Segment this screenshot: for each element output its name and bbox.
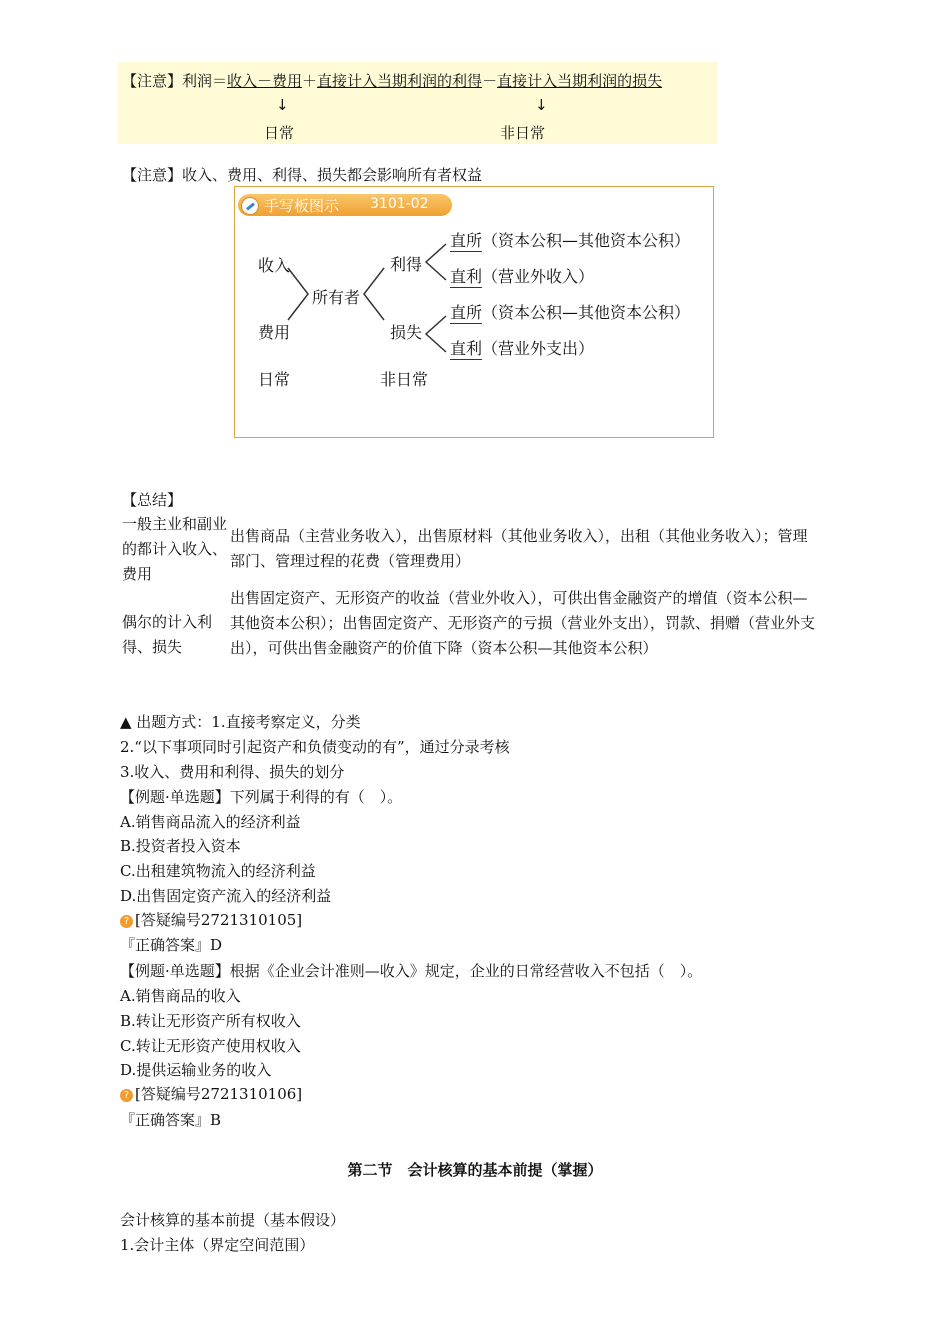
summary-row-left: 偶尔的计入利得、损失	[122, 613, 213, 656]
arrow-down-icon: ↓	[535, 96, 548, 114]
loss-item	[450, 336, 594, 359]
bracket-income-expense	[288, 268, 308, 320]
option-d: D.出售固定资产流入的经济利益	[120, 887, 332, 905]
formula-revenue-expense: 收入－费用	[227, 72, 303, 90]
arrow-down-icon: ↓	[276, 96, 289, 114]
formula-gain: 直接计入当期利润的利得	[317, 72, 483, 90]
option-a: A.销售商品流入的经济利益	[120, 813, 301, 831]
diagram-daily: 日常	[258, 370, 291, 389]
diagram-loss: 损失	[390, 323, 423, 342]
gain-item-detail: （资本公积—其他资本公积）	[482, 231, 691, 250]
bracket-loss-items	[426, 316, 446, 352]
correct-answer: 『正确答案』D	[120, 936, 223, 954]
non-daily-label: 非日常	[500, 124, 546, 142]
formula-prefix: 【注意】利润＝	[122, 72, 228, 90]
diagram-non-daily: 非日常	[380, 370, 429, 389]
help-circle-icon[interactable]: ?	[120, 1089, 133, 1102]
option-b: B.转让无形资产所有权收入	[120, 1012, 301, 1030]
summary-row-right: 出售固定资产、无形资产的收益（营业外收入），可供出售金融资产的增值（资本公积—其他资本公积）；出售固定资产、无形资产的亏损（营业外支出），罚款、捐赠（营业外支出），可供出售金融资产的价值下降（资本公积—其他资本公积）	[230, 589, 816, 657]
section-line: 会计核算的基本前提（基本假设）	[120, 1211, 346, 1229]
diagram-expense: 费用	[258, 323, 291, 342]
formula-minus: －	[482, 72, 498, 90]
help-circle-icon[interactable]: ?	[120, 915, 133, 928]
loss-item-detail: （营业外支出）	[482, 339, 595, 358]
note-equity: 【注意】收入、费用、利得、损失都会影响所有者权益	[122, 166, 483, 184]
gain-item-key: 直利	[450, 267, 483, 286]
exam-line: ▲ 出题方式：1.直接考察定义，分类	[120, 713, 361, 731]
section-heading: 第二节 会计核算的基本前提（掌握）	[347, 1161, 603, 1179]
diagram-gain: 利得	[390, 255, 423, 274]
option-c: C.出租建筑物流入的经济利益	[120, 862, 316, 880]
profit-formula	[122, 70, 662, 91]
section-line: 1.会计主体（界定空间范围）	[120, 1236, 315, 1254]
gain-item	[450, 264, 594, 287]
formula-plus: ＋	[302, 72, 318, 90]
answer-ref[interactable]	[120, 908, 302, 932]
exam-line: 2.“以下事项同时引起资产和负债变动的有”，通过分录考核	[120, 738, 510, 756]
summary-row-left: 一般主业和副业的都计入收入、费用	[122, 515, 228, 583]
option-d: D.提供运输业务的收入	[120, 1061, 272, 1079]
gain-item	[450, 228, 690, 251]
option-b: B.投资者投入资本	[120, 837, 241, 855]
loss-item-key: 直所	[450, 303, 483, 322]
summary-title: 【总结】	[122, 491, 183, 509]
bracket-gain-loss	[364, 268, 384, 320]
gain-item-detail: （营业外收入）	[482, 267, 595, 286]
exam-line: 3.收入、费用和利得、损失的划分	[120, 763, 345, 781]
loss-item-key: 直利	[450, 339, 483, 358]
answer-ref[interactable]	[120, 1082, 302, 1106]
diagram-header-code: 3101-02	[370, 196, 429, 212]
formula-loss: 直接计入当期利润的损失	[497, 72, 663, 90]
gain-item-key: 直所	[450, 231, 483, 250]
bracket-gain-items	[426, 244, 446, 280]
summary-row-right: 出售商品（主营业务收入），出售原材料（其他业务收入），出租（其他业务收入）；管理部门、管理过程的花费（管理费用）	[230, 527, 808, 570]
daily-label: 日常	[264, 124, 295, 142]
loss-item	[450, 300, 690, 323]
question-stem: 【例题·单选题】下列属于利得的有（ ）。	[120, 788, 403, 806]
diagram-header-title: 手写板图示	[264, 197, 340, 215]
option-c: C.转让无形资产使用权收入	[120, 1037, 301, 1055]
question-stem: 【例题·单选题】根据《企业会计准则—收入》规定，企业的日常经营收入不包括（ ）。	[120, 962, 703, 980]
diagram-income: 收入	[258, 256, 291, 275]
answer-ref-text: [答疑编号2721310106]	[135, 1085, 303, 1103]
diagram-owner: 所有者	[312, 288, 361, 307]
loss-item-detail: （资本公积—其他资本公积）	[482, 303, 691, 322]
answer-ref-text: [答疑编号2721310105]	[135, 911, 303, 929]
correct-answer: 『正确答案』B	[120, 1111, 222, 1129]
option-a: A.销售商品的收入	[120, 987, 241, 1005]
